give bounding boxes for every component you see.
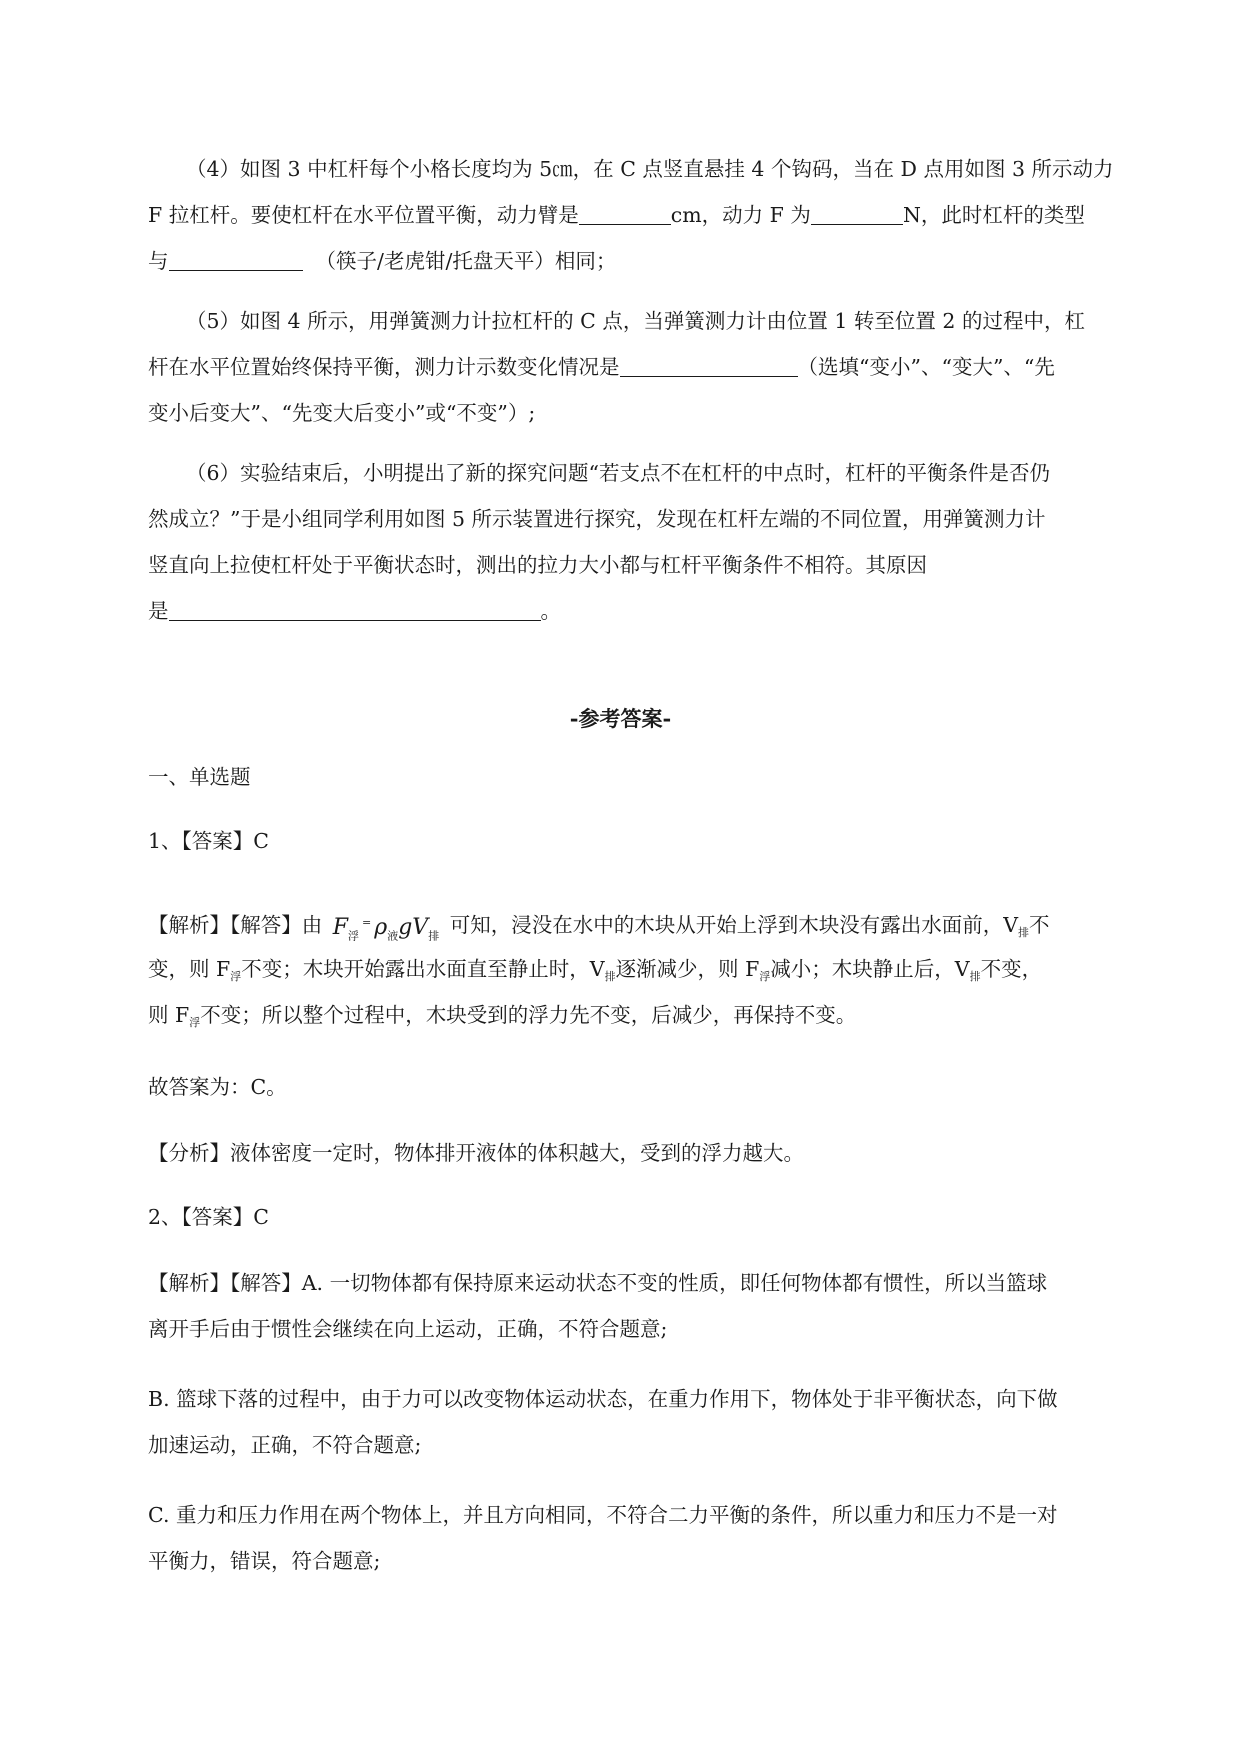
answer-text: 【分析】液体密度一定时，物体排开液体的体积越大，受到的浮力越大。: [148, 1141, 804, 1165]
subscript: 排: [1018, 926, 1030, 939]
q5-text: 变小后变大”、“先变大后变小”或“不变”）;: [148, 401, 536, 425]
answer-1-header: [148, 818, 1148, 864]
q6-text: 然成立？”于是小组同学利用如图 5 所示装置进行探究，发现在杠杆左端的不同位置，用弹簧测力计: [148, 507, 1046, 531]
answer-text: 不变；木块开始露出水面直至静止时，V: [241, 957, 605, 981]
answer-2-C-line-2: [148, 1538, 1148, 1584]
answer-text: 减小；木块静止后，V: [770, 957, 970, 981]
q6-line-2: [148, 496, 1148, 542]
answer-blank[interactable]: [169, 248, 303, 271]
answer-text: 则 F: [148, 1003, 190, 1027]
q4-text: F 拉杠杆。要使杠杆在水平位置平衡，动力臂是: [148, 203, 579, 227]
answer-blank[interactable]: [620, 354, 798, 377]
formula-subscript: 浮: [348, 929, 360, 943]
q4-text: cm，动力 F 为: [670, 203, 811, 227]
q5-line-2: [148, 344, 1148, 390]
answer-text: 离开手后由于惯性会继续在向上运动，正确，不符合题意;: [148, 1317, 668, 1341]
answer-text: 【解析】【解答】A. 一切物体都有保持原来运动状态不变的性质，即任何物体都有惯性，所以当篮球: [148, 1271, 1048, 1295]
answer-header-text: 2、【答案】C: [148, 1205, 269, 1229]
answer-text: 逐渐减少，则 F: [615, 957, 760, 981]
q6-line-3: [148, 542, 1148, 588]
answer-2-C-line-1: [148, 1492, 1148, 1538]
answer-2-A-line-1: [148, 1260, 1148, 1306]
q4-text: 与: [148, 249, 169, 273]
formula-subscript: 排: [428, 929, 440, 943]
answer-2-B-line-1: [148, 1376, 1148, 1422]
answer-text: 不变，: [980, 957, 1043, 981]
q4-line-3: [148, 238, 1148, 284]
q6-text: （6）实验结束后，小明提出了新的探究问题“若支点不在杠杆的中点时，杠杆的平衡条件是否仍: [186, 461, 1051, 485]
q5-text: （选填“变小”、“变大”、“先: [797, 355, 1055, 379]
answer-1-line-3: [148, 992, 1148, 1046]
q6-line-1: [148, 450, 1186, 496]
section-heading: [148, 754, 1148, 800]
subscript: 排: [604, 970, 616, 983]
answer-2-B-line-2: [148, 1422, 1148, 1468]
formula-subscript: 液: [387, 929, 399, 943]
answer-2-header: [148, 1194, 1148, 1240]
answer-header-text: 1、【答案】C: [148, 829, 269, 853]
section-heading-text: 一、单选题: [148, 765, 251, 789]
q4-text: （筷子/老虎钳/托盘天平）相同；: [315, 249, 617, 273]
answer-text: 故答案为：C。: [148, 1075, 287, 1099]
answer-text: 变，则 F: [148, 957, 231, 981]
q6-text: 竖直向上拉使杠杆处于平衡状态时，测出的拉力大小都与杠杆平衡条件不相符。其原因: [148, 553, 927, 577]
formula-symbol: F: [332, 915, 349, 940]
answer-1-conclusion: [148, 1064, 1148, 1110]
answer-blank[interactable]: [169, 598, 541, 621]
answer-text: C. 重力和压力作用在两个物体上，并且方向相同，不符合二力平衡的条件，所以重力和压力不是一对: [148, 1503, 1058, 1527]
subscript: 浮: [230, 970, 242, 983]
q5-line-3: [148, 390, 1148, 436]
answer-text: 【解析】【解答】由: [148, 913, 323, 937]
answer-text: 加速运动，正确，不符合题意;: [148, 1433, 422, 1457]
q4-text: （4）如图 3 中杠杆每个小格长度均为 5㎝，在 C 点竖直悬挂 4 个钩码，当在 D 点用如图 3 所示动力: [186, 157, 1114, 181]
answer-text: 不变；所以整个过程中，木块受到的浮力先不变，后减少，再保持不变。: [200, 1003, 857, 1027]
answer-1-analysis: [148, 1130, 1148, 1176]
q6-text: 是: [148, 599, 169, 623]
answer-text: 不: [1029, 913, 1050, 937]
answer-text: B. 篮球下落的过程中，由于力可以改变物体运动状态，在重力作用下，物体处于非平衡状态，向下做: [148, 1387, 1058, 1411]
subscript: 浮: [759, 970, 771, 983]
q5-text: （5）如图 4 所示，用弹簧测力计拉杠杆的 C 点，当弹簧测力计由位置 1 转至位置 2 的过程中，杠: [186, 309, 1085, 333]
q6-text: 。: [540, 599, 561, 623]
answer-blank[interactable]: [811, 202, 903, 225]
answers-title: -参考答案-: [569, 706, 672, 731]
answer-blank[interactable]: [579, 202, 671, 225]
answer-text: 可知，浸没在水中的木块从开始上浮到木块没有露出水面前，V: [449, 913, 1019, 937]
q4-line-2: [148, 192, 1148, 238]
answer-text: 平衡力，错误，符合题意;: [148, 1549, 381, 1573]
subscript: 排: [969, 970, 981, 983]
q6-line-4: [148, 588, 1148, 634]
q4-text: N，此时杠杆的类型: [902, 203, 1085, 227]
formula-symbol: ρ: [374, 915, 388, 940]
subscript: 浮: [189, 1016, 201, 1029]
formula-equals: =: [362, 916, 372, 929]
formula-symbol: gV: [398, 915, 429, 940]
q5-text: 杆在水平位置始终保持平衡，测力计示数变化情况是: [148, 355, 620, 379]
answer-2-A-line-2: [148, 1306, 1148, 1352]
q5-line-1: [148, 298, 1186, 344]
q4-line-1: [148, 146, 1186, 192]
